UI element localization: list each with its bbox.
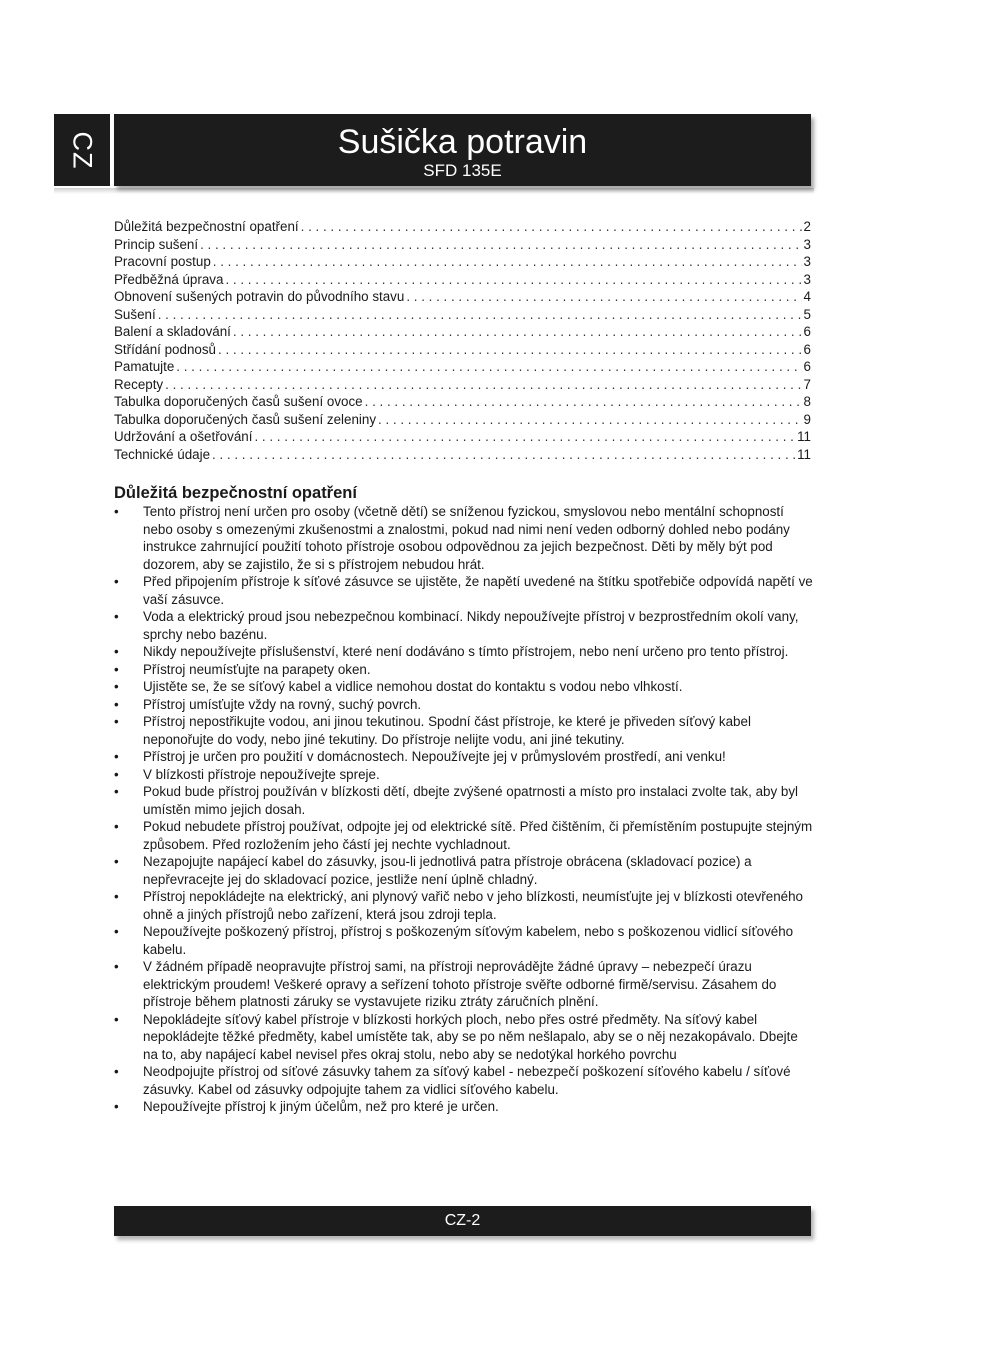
list-item-text: Před připojením přístroje k síťové zásuvce se ujistěte, že napětí uvedené na štítku spotřebiče odpovídá napětí ve vaší zásuvce. (143, 574, 813, 607)
toc-entry-title: Pracovní postup (114, 254, 211, 269)
list-item (114, 748, 814, 766)
toc-entry-title: Technické údaje (114, 446, 211, 462)
toc-entry-title: Obnovení sušených potravin do původního stavu (114, 289, 405, 304)
toc-entry-page: 7 (803, 376, 811, 392)
toc-entry-title: Princip sušení (114, 236, 199, 252)
bullet-marker: • (114, 574, 119, 589)
list-item-text: Nikdy nepoužívejte příslušenství, které není dodáváno s tímto přístrojem, nebo není určeno pro tento přístroj. (143, 644, 789, 659)
list-item (114, 853, 814, 888)
header-shadow (54, 188, 814, 194)
bullet-marker: • (114, 1064, 119, 1079)
list-item (114, 1098, 814, 1116)
footer-bar (114, 1206, 811, 1236)
bullet-marker: • (114, 714, 119, 729)
page-title: Sušička potravin (337, 123, 588, 161)
bullet-marker: • (114, 679, 119, 694)
toc-entry-page: 2 (803, 219, 811, 234)
toc-entry-title: Tabulka doporučených časů sušení zeleniny (114, 411, 377, 427)
list-item (114, 783, 814, 818)
toc-leader-dots (213, 253, 802, 271)
toc-entry[interactable] (114, 306, 811, 324)
list-item (114, 766, 814, 784)
toc-entry-page: 6 (803, 324, 811, 339)
toc-leader-dots (254, 428, 795, 446)
model-number: SFD 135E (423, 161, 502, 180)
list-item (114, 661, 814, 679)
toc-leader-dots (365, 393, 802, 411)
toc-entry-page: 3 (803, 254, 811, 269)
list-item-text: Ujistěte se, že se síťový kabel a vidlice nemohou dostat do kontaktu s vodou nebo vlhkostí. (143, 679, 683, 694)
toc-entry-title: Předběžná úprava (114, 271, 224, 287)
toc-leader-dots (301, 218, 802, 236)
list-item-text: Pokud bude přístroj používán v blízkosti dětí, dbejte zvýšené opatrnosti a místo pro instalaci zvolte tak, aby byl umístěn mimo jejich dosah. (143, 784, 798, 817)
toc-entry-title: Tabulka doporučených časů sušení ovoce (114, 394, 363, 409)
list-item-text: V blízkosti přístroje nepoužívejte spreje. (143, 766, 380, 782)
section-heading: Důležitá bezpečnostní opatření (114, 484, 357, 502)
toc-leader-dots (176, 358, 801, 376)
list-item (114, 696, 814, 714)
table-of-contents (114, 218, 811, 463)
bullet-marker: • (114, 924, 119, 939)
toc-leader-dots (200, 236, 801, 254)
list-item-text: Přístroj neumísťujte na parapety oken. (143, 661, 371, 677)
bullet-marker: • (114, 1011, 119, 1027)
toc-entry[interactable] (114, 288, 811, 306)
toc-entry-title: Sušení (114, 306, 156, 322)
list-item (114, 608, 814, 643)
list-item-text: Nepokládejte síťový kabel přístroje v blízkosti horkých ploch, nebo přes ostré předměty. Na síťový kabel nepokládejte těžké předměty, kabel umístěte tak, aby se po něm nešlapalo, aby se o něj nezakopávalo. Dbejte na to, aby napájecí kabel nevisel přes okraj stolu, nebo aby se nedotýkal horkého povrchu (143, 1011, 798, 1062)
toc-entry-title: Balení a skladování (114, 324, 231, 339)
toc-leader-dots (225, 271, 801, 289)
toc-entry[interactable] (114, 411, 811, 429)
list-item (114, 713, 814, 748)
list-item-text: Přístroj nepokládejte na elektrický, ani plynový vařič nebo v jeho blízkosti, neumísťujte jej v blízkosti otevřeného ohně a jiných přístrojů nebo zařízení, která jsou zdroji tepla. (143, 889, 804, 922)
bullet-marker: • (114, 609, 119, 624)
list-item-text: Pokud nebudete přístroj používat, odpojte jej od elektrické sítě. Před čištěním, či přemístěním postupujte stejným způsobem. Před rozložením jeho částí jej nechte vychladnout. (143, 819, 813, 852)
title-bar (114, 114, 811, 186)
page-number: CZ-2 (444, 1212, 481, 1229)
language-tab (54, 114, 110, 186)
toc-entry-title: Důležitá bezpečnostní opatření (114, 219, 299, 234)
list-item (114, 573, 814, 608)
toc-entry-page: 6 (803, 359, 811, 374)
list-item-text: Nepoužívejte přístroj k jiným účelům, než pro které je určen. (143, 1099, 499, 1114)
bullet-marker: • (114, 504, 119, 519)
toc-leader-dots (406, 288, 801, 306)
list-item (114, 958, 814, 1011)
list-item-text: V žádném případě neopravujte přístroj sami, na přístroji neprovádějte žádné úpravy – nebezpečí úrazu elektrickým proudem! Veškeré opravy a seřízení tohoto přístroje svěřte odborné firmě/servisu. Zásahem do přístroje během platnosti záruky se vystavujete riziku ztráty záručních plnění. (143, 959, 777, 1009)
list-item (114, 888, 814, 923)
toc-entry[interactable] (114, 428, 811, 446)
toc-leader-dots (378, 411, 802, 429)
bullet-marker: • (114, 696, 119, 712)
list-item-text: Nezapojujte napájecí kabel do zásuvky, jsou-li jednotlivá patra přístroje obrácena (skladovací pozice) a nepřevracejte jej do skladovací pozice, jestliže není úplně chladný. (143, 854, 752, 887)
bullet-marker: • (114, 644, 119, 659)
toc-entry-page: 3 (803, 236, 811, 252)
toc-entry[interactable] (114, 393, 811, 411)
list-item-text: Neodpojujte přístroj od síťové zásuvky tahem za síťový kabel - nebezpečí poškození síťového kabelu / síťové zásuvky. Kabel od zásuvky odpojujte tahem za vidlici síťového kabelu. (143, 1064, 791, 1097)
toc-entry-page: 9 (803, 411, 811, 427)
bullet-marker: • (114, 854, 119, 869)
toc-leader-dots (233, 323, 802, 341)
toc-entry[interactable] (114, 446, 811, 464)
list-item-text: Přístroj nepostřikujte vodou, ani jinou tekutinou. Spodní část přístroje, ke které je přiveden síťový kabel neponořujte do vody, nebo jiné tekutiny. Do přístroje nelijte vodu, ani jiné tekutiny. (143, 714, 751, 747)
toc-leader-dots (165, 376, 801, 394)
toc-entry-page: 11 (797, 429, 811, 444)
bullet-marker: • (114, 959, 119, 974)
bullet-marker: • (114, 766, 119, 782)
bullet-marker: • (114, 1099, 119, 1114)
toc-leader-dots (158, 306, 802, 324)
bullet-marker: • (114, 749, 119, 764)
toc-entry[interactable] (114, 271, 811, 289)
toc-entry-page: 6 (803, 341, 811, 357)
list-item (114, 1011, 814, 1064)
toc-entry[interactable] (114, 323, 811, 341)
language-code: CZ (67, 131, 98, 169)
toc-entry[interactable] (114, 358, 811, 376)
bullet-marker: • (114, 819, 119, 834)
safety-list (114, 503, 814, 1116)
toc-entry-title: Recepty (114, 376, 164, 392)
bullet-marker: • (114, 661, 119, 677)
list-item (114, 818, 814, 853)
toc-entry[interactable] (114, 341, 811, 359)
toc-entry-title: Pamatujte (114, 359, 175, 374)
list-item-text: Přístroj umísťujte vždy na rovný, suchý povrch. (143, 696, 422, 712)
list-item (114, 1063, 814, 1098)
list-item-text: Voda a elektrický proud jsou nebezpečnou kombinací. Nikdy nepoužívejte přístroj v bezprostředním okolí vany, sprchy nebo bazénu. (143, 609, 799, 642)
toc-entry[interactable] (114, 218, 811, 236)
list-item-text: Tento přístroj není určen pro osoby (včetně dětí) se sníženou fyzickou, smyslovou nebo mentální schopností nebo osoby s omezenými zkušenostmi a znalostmi, pokud nad nimi není veden odborný dohled nebo podány instrukce zahrnující použití tohoto přístroje osobou odpovědnou za jejich bezpečnost. Děti by měly být pod dozorem, aby se zajistilo, že si s přístrojem nebudou hrát. (143, 504, 790, 572)
list-item (114, 503, 814, 573)
list-item (114, 678, 814, 696)
toc-entry[interactable] (114, 236, 811, 254)
toc-entry-page: 8 (803, 394, 811, 409)
bullet-marker: • (114, 889, 119, 904)
list-item-text: Přístroj je určen pro použití v domácnostech. Nepoužívejte jej v průmyslovém prostředí, ani venku! (143, 749, 726, 764)
toc-entry-page: 3 (803, 271, 811, 287)
toc-entry-page: 5 (803, 306, 811, 322)
list-item (114, 923, 814, 958)
bullet-marker: • (114, 784, 119, 799)
list-item-text: Nepoužívejte poškozený přístroj, přístroj s poškozeným síťovým kabelem, nebo s poškozenou vidlicí síťového kabelu. (143, 924, 794, 957)
toc-leader-dots (212, 446, 795, 464)
toc-leader-dots (218, 341, 802, 359)
toc-entry[interactable] (114, 376, 811, 394)
toc-entry-page: 4 (803, 289, 811, 304)
toc-entry[interactable] (114, 253, 811, 271)
toc-entry-title: Střídání podnosů (114, 341, 216, 357)
toc-entry-page: 11 (797, 446, 811, 462)
toc-entry-title: Udržování a ošetřování (114, 429, 253, 444)
list-item (114, 643, 814, 661)
